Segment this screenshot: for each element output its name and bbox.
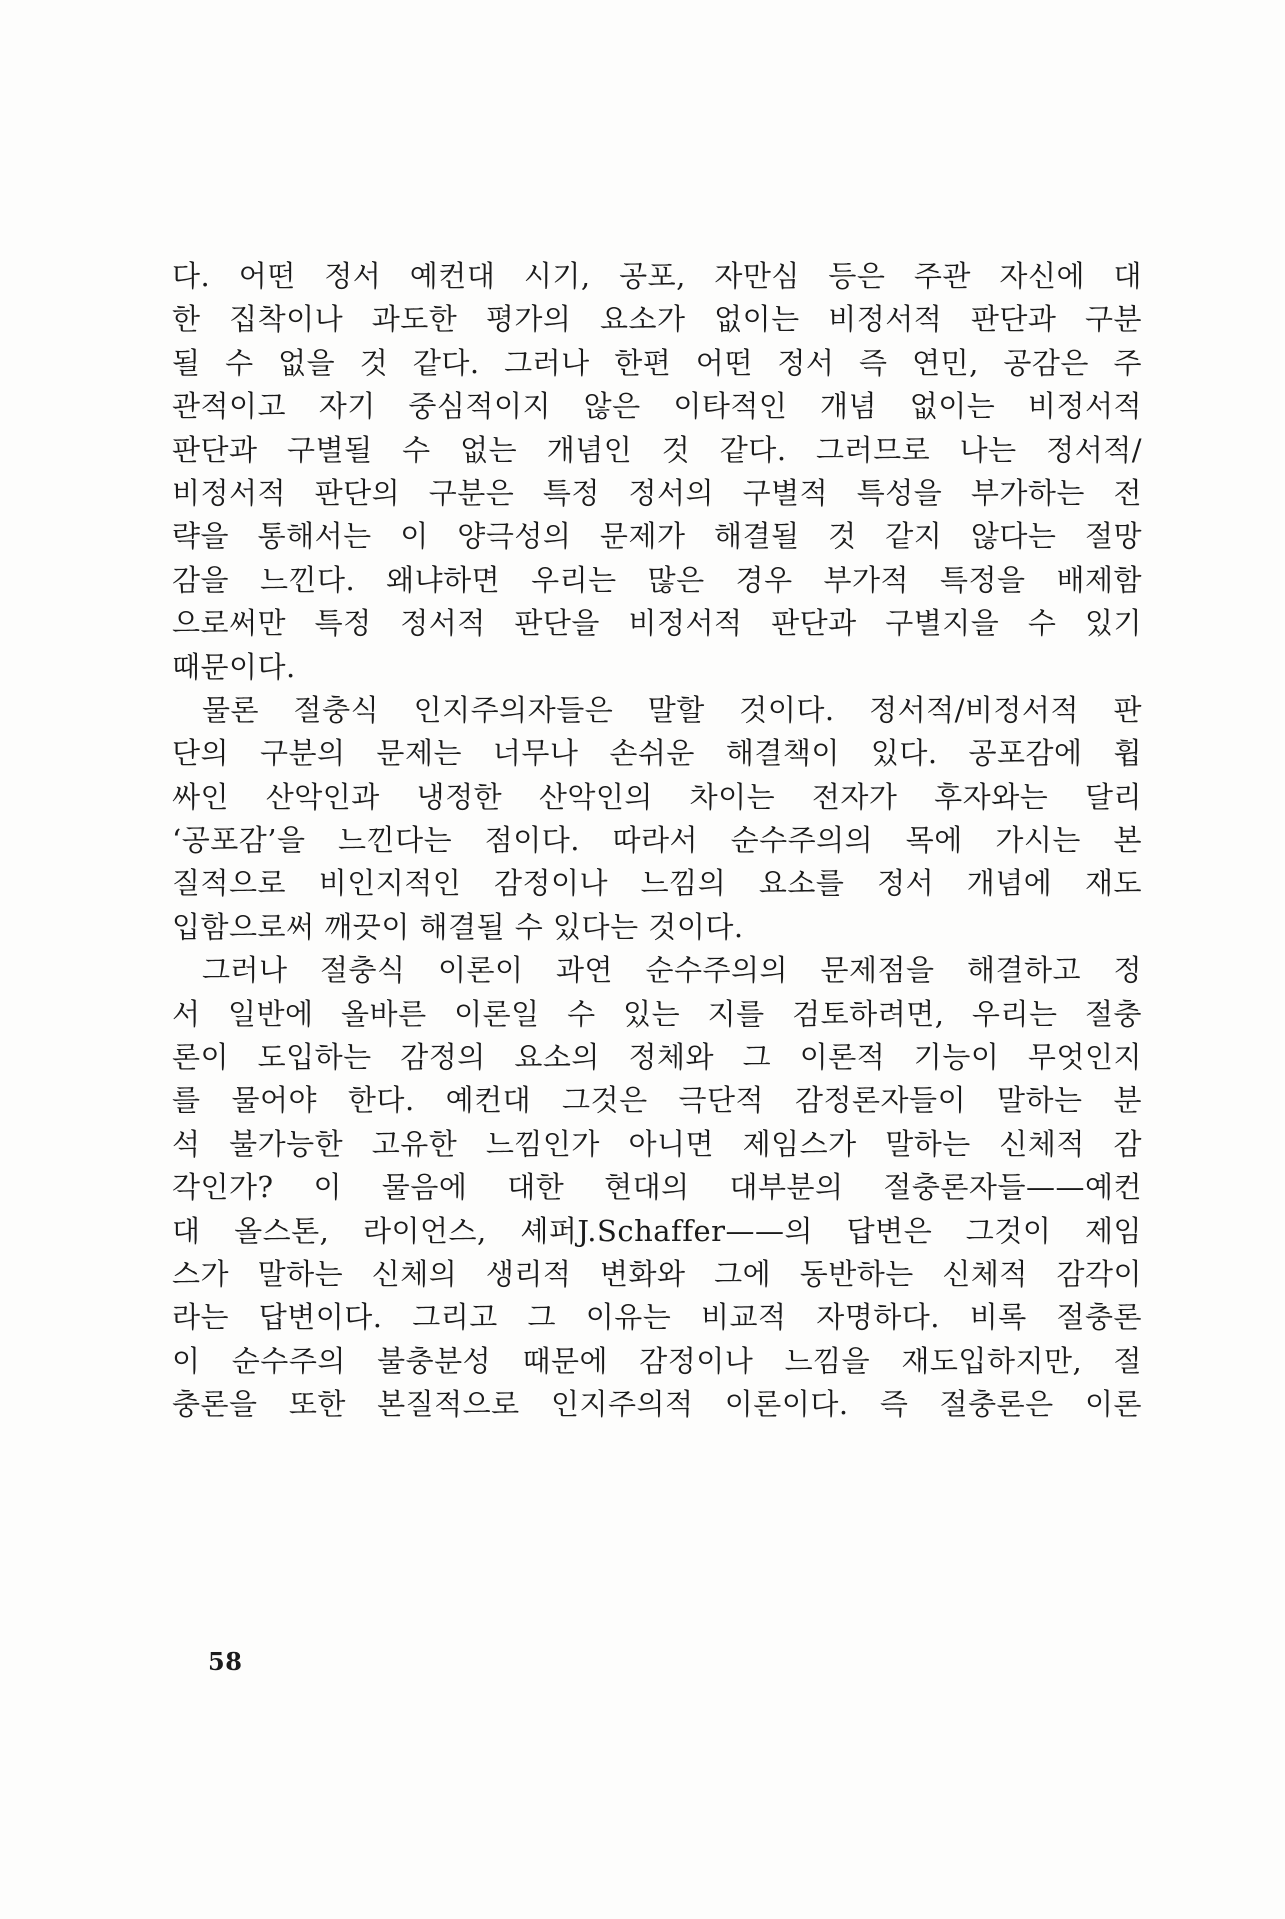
text-line: 으로써만 특정 정서적 판단을 비정서적 판단과 구별지을 수 있기 — [172, 606, 1142, 641]
page-number: 58 — [208, 1647, 243, 1676]
text-line: 석 불가능한 고유한 느낌인가 아니면 제임스가 말하는 신체적 감 — [172, 1126, 1142, 1161]
paragraph — [172, 949, 1142, 1426]
text-line: 대 올스톤, 라이언스, 셰퍼J.Schaffer——의 답변은 그것이 제임 — [172, 1213, 1142, 1248]
text-line: 때문이다. — [172, 649, 296, 684]
text-line: 스가 말하는 신체의 생리적 변화와 그에 동반하는 신체적 감각이 — [172, 1256, 1142, 1291]
text-line: 질적으로 비인지적인 감정이나 느낌의 요소를 정서 개념에 재도 — [172, 866, 1142, 901]
text-line: 한 집착이나 과도한 평가의 요소가 없이는 비정서적 판단과 구분 — [172, 302, 1142, 337]
text-line: 단의 구분의 문제는 너무나 손쉬운 해결책이 있다. 공포감에 휩 — [172, 736, 1142, 771]
text-line: 략을 통해서는 이 양극성의 문제가 해결될 것 같지 않다는 절망 — [172, 519, 1142, 554]
text-line: 될 수 없을 것 같다. 그러나 한편 어떤 정서 즉 연민, 공감은 주 — [172, 345, 1142, 380]
text-line: 서 일반에 올바른 이론일 수 있는 지를 검토하려면, 우리는 절충 — [172, 996, 1142, 1031]
paragraph — [172, 255, 1142, 689]
paragraph — [172, 689, 1142, 949]
text-line: 싸인 산악인과 냉정한 산악인의 차이는 전자가 후자와는 달리 — [172, 779, 1142, 814]
text-line: 이 순수주의 불충분성 때문에 감정이나 느낌을 재도입하지만, 절 — [172, 1343, 1142, 1378]
text-line: 를 물어야 한다. 예컨대 그것은 극단적 감정론자들이 말하는 분 — [172, 1083, 1142, 1118]
text-line: 라는 답변이다. 그리고 그 이유는 비교적 자명하다. 비록 절충론 — [172, 1300, 1142, 1335]
text-line: 그러나 절충식 이론이 과연 순수주의의 문제점을 해결하고 정 — [202, 953, 1142, 988]
text-line: 관적이고 자기 중심적이지 않은 이타적인 개념 없이는 비정서적 — [172, 389, 1142, 424]
text-line: 론이 도입하는 감정의 요소의 정체와 그 이론적 기능이 무엇인지 — [172, 1040, 1142, 1075]
body-text — [172, 255, 1142, 1427]
text-line: 충론을 또한 본질적으로 인지주의적 이론이다. 즉 절충론은 이론 — [172, 1387, 1142, 1422]
text-line: 물론 절충식 인지주의자들은 말할 것이다. 정서적/비정서적 판 — [202, 692, 1142, 727]
text-line: 입함으로써 깨끗이 해결될 수 있다는 것이다. — [172, 909, 744, 944]
text-line: 다. 어떤 정서 예컨대 시기, 공포, 자만심 등은 주관 자신에 대 — [172, 259, 1142, 293]
text-line: 각인가? 이 물음에 대한 현대의 대부분의 절충론자들——예컨 — [172, 1170, 1142, 1205]
text-line: 판단과 구별될 수 없는 개념인 것 같다. 그러므로 나는 정서적/ — [172, 432, 1142, 467]
text-line: 비정서적 판단의 구분은 특정 정서의 구별적 특성을 부가하는 전 — [172, 475, 1142, 510]
text-line: ‘공포감’을 느낀다는 점이다. 따라서 순수주의의 목에 가시는 본 — [172, 823, 1142, 858]
text-line: 감을 느낀다. 왜냐하면 우리는 많은 경우 부가적 특정을 배제함 — [172, 562, 1142, 597]
